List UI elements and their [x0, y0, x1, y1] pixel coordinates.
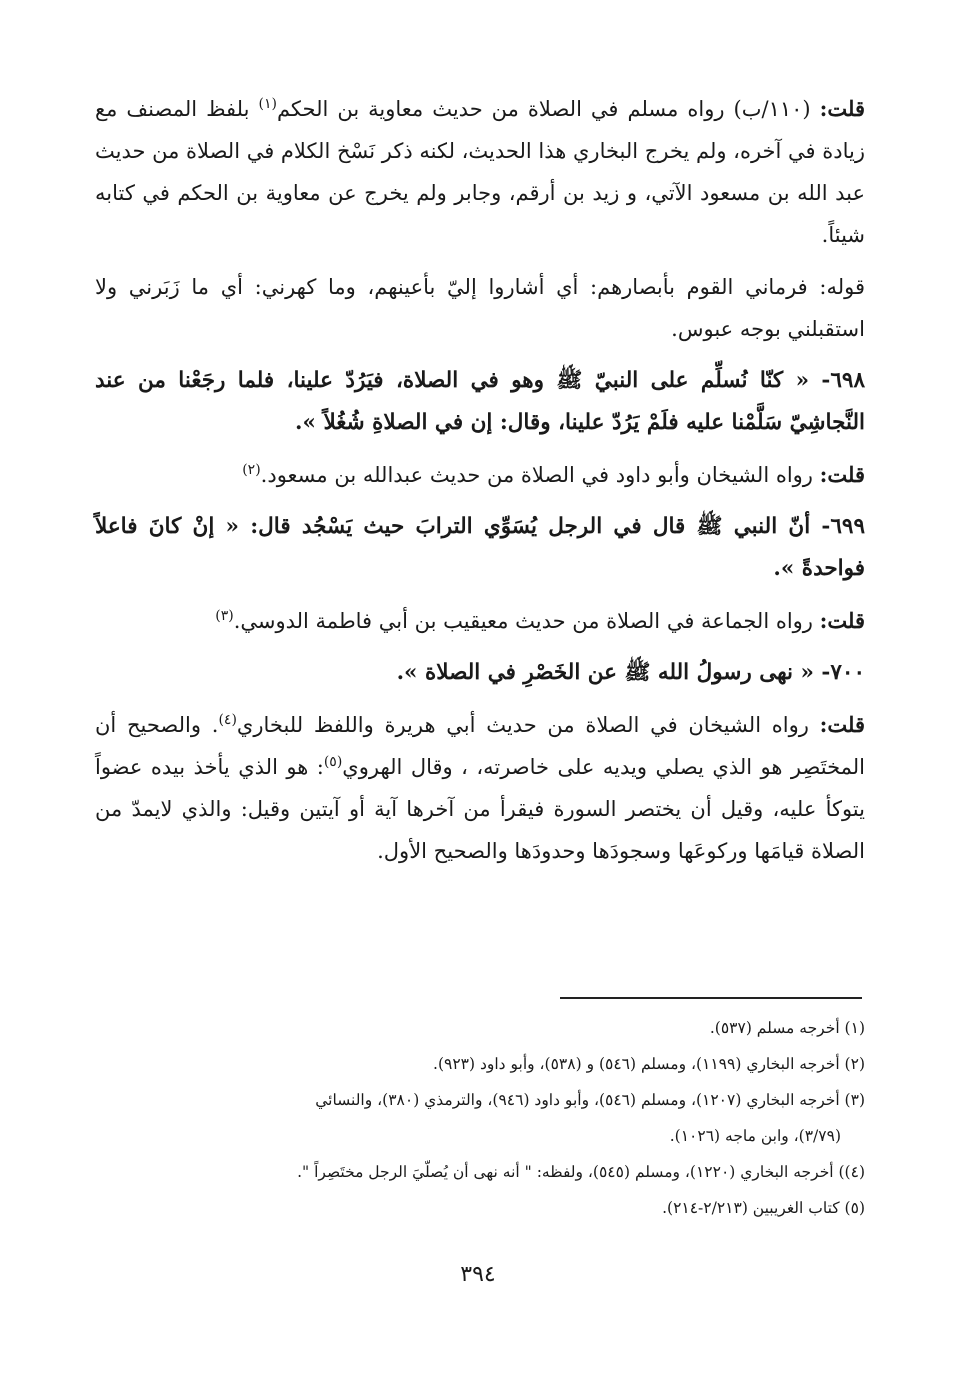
page-body [95, 88, 865, 882]
footnote-ref-5[interactable]: (٥) [323, 754, 343, 770]
qult-label: قلت: [819, 608, 865, 633]
paragraph-text: رواه الجماعة في الصلاة من حديث معيقيب بن أبي فاطمة الدوسي. [233, 609, 820, 633]
paragraph-3 [95, 454, 865, 496]
footnote-divider [560, 997, 862, 999]
page-number: ٣٩٤ [460, 1262, 496, 1287]
paragraph-2: قوله: فرماني القوم بأبصارهم: أي أشاروا إليّ بأعينهم، وما كهرني: أي ما زَبَرني ولا استقبلني بوجه عبوس. [95, 275, 865, 341]
hadith-699: ٦٩٩- أنّ النبي ﷺ قال في الرجل يُسَوِّي الترابَ حيث يَسْجُد قال: « إنْ كانَ فاعلاً فواحدةً ». [95, 514, 865, 581]
footnote-ref-4[interactable]: (٤) [218, 712, 237, 728]
footnote-1: (١) أخرجه مسلم (٥٣٧). [709, 1019, 865, 1037]
qult-label: قلت: [819, 712, 865, 737]
paragraph-1 [95, 88, 865, 256]
paragraph-text: : هو الذي يأخذ بيده عضواً يتوكأ عليه، وقيل أن يختصر السورة فيقرأ من آخرها آية أو آيتين وقيل: والذي لايمدّ من الصلاة قيامَها وركوعَها وسجودَها وحدودَها والصحيح الأول. [95, 755, 865, 863]
footnote-4: (٤)) أخرجه البخاري (١٢٢٠)، ومسلم (٥٤٥)، ولفظه: " أنه نهى أن يُصلّيَ الرجل مختَصِراً ". [297, 1163, 865, 1181]
paragraph-text: رواه الشيخان وأبو داود في الصلاة من حديث عبدالله بن مسعود. [260, 463, 820, 487]
footnote-2: (٢) أخرجه البخاري (١١٩٩)، ومسلم (٥٤٦) و (٥٣٨)، وأبو داود (٩٢٣). [433, 1055, 865, 1073]
paragraph-text: بلفظ المصنف مع زيادة في آخره، ولم يخرج البخاري هذا الحديث، لكنه ذكر نَسْخ الكلام في الصلاة من حديث عبد الله بن مسعود الآتي، و زيد بن أرقم، وجابر ولم يخرج عن معاوية بن الحكم في كتابه شيئاً. [95, 97, 865, 247]
paragraph-5 [95, 704, 865, 872]
footnote-ref-3[interactable]: (٣) [215, 608, 234, 624]
paragraph-4 [95, 600, 865, 642]
hadith-698: ٦٩٨- « كنّا نُسلِّم على النبيّ ﷺ وهو في الصلاة، فيَرُدّ علينا، فلما رجَعْنا من عند النَّجاشِيّ سَلَّمْنا عليه فلَمْ يَرُدّ علينا، وقال: إن في الصلاةِ شُغُلاً ». [95, 368, 865, 435]
qult-label: قلت: [819, 462, 865, 487]
paragraph-text: رواه الشيخان في الصلاة من حديث أبي هريرة واللفظ للبخاري [236, 713, 820, 737]
footnote-5: (٥) كتاب الغريبين (٢/٢١٣-٢١٤). [662, 1199, 865, 1217]
hadith-700: ٧٠٠- « نهى رسولُ الله ﷺ عن الخَصْرِ في الصلاة ». [396, 660, 865, 685]
footnote-ref-1[interactable]: (١) [258, 96, 277, 112]
footnote-ref-2[interactable]: (٢) [242, 462, 261, 478]
footnote-3-continued: (٣/٧٩)، وابن ماجه (١٠٢٦). [669, 1127, 841, 1145]
qult-label: قلت: [819, 96, 866, 121]
paragraph-text: (١١٠/ب) رواه مسلم في الصلاة من حديث معاوية بن الحكم [276, 97, 820, 121]
footnote-3: (٣) أخرجه البخاري (١٢٠٧)، ومسلم (٥٤٦)، وأبو داود (٩٤٦)، والترمذي (٣٨٠)، والنسائي [315, 1091, 865, 1109]
footnotes [95, 1012, 865, 1228]
paragraph-text: . والصحيح أن المختَصِر هو الذي يصلي ويديه على خاصرته، ، وقال الهروي [95, 713, 865, 779]
